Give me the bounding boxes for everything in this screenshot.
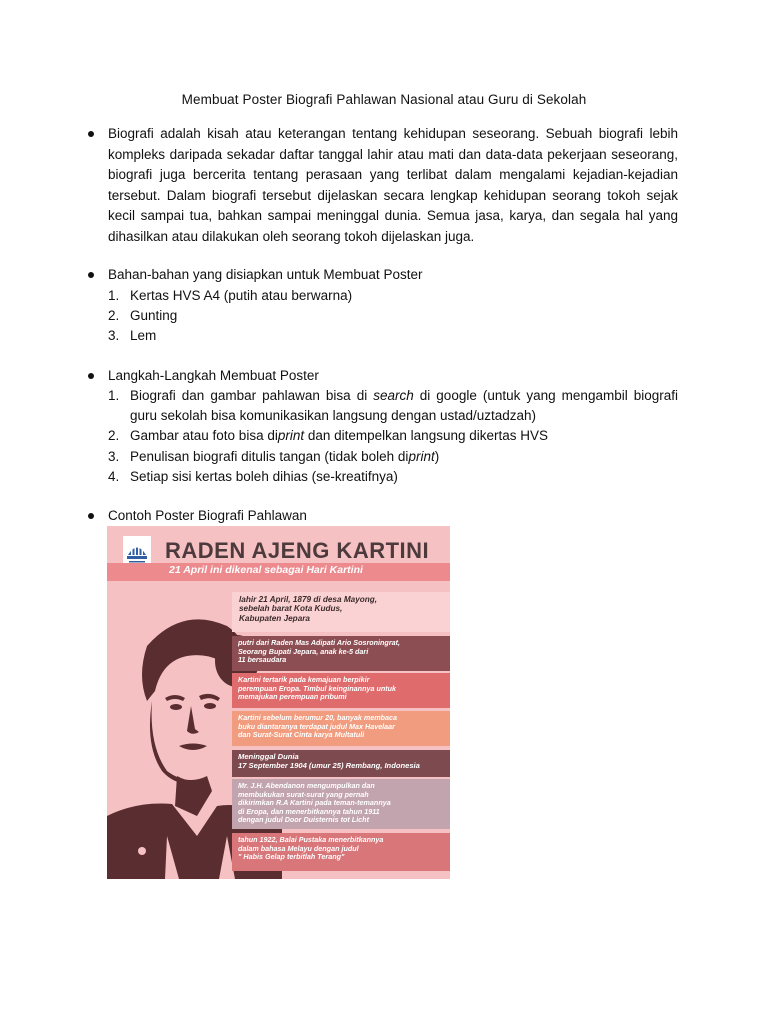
- list-item: [108, 467, 678, 487]
- panel-line: perempuan Eropa. Timbul keinginannya untuk: [238, 684, 397, 693]
- panel-line: lahir 21 April, 1879 di desa Mayong,: [239, 595, 378, 604]
- list-number: 2.: [108, 308, 120, 324]
- page-title: Membuat Poster Biografi Pahlawan Nasional atau Guru di Sekolah: [181, 92, 587, 107]
- panel-line: sebelah barat Kota Kudus,: [239, 604, 343, 614]
- materials-heading: Bahan-bahan yang disiapkan untuk Membuat Poster: [108, 267, 423, 282]
- panel-line: " Habis Gelap terbitlah Terang": [238, 853, 345, 862]
- panel-line: Meninggal Dunia: [238, 753, 299, 761]
- panel-line: buku diantaranya terdapat judul Max Havelaar: [238, 722, 395, 731]
- text-span: dan ditempelkan langsung dikertas HVS: [304, 428, 549, 444]
- bullet-icon: [88, 131, 94, 137]
- text-span: Setiap sisi kertas boleh dihias (se-kreatifnya): [130, 468, 398, 484]
- list-item: [108, 306, 678, 326]
- poster-title: RADEN AJENG KARTINI: [165, 538, 430, 563]
- panel-line: membukukan surat-surat yang pernah: [238, 790, 369, 799]
- list-item: [108, 386, 678, 426]
- poster-panel-4: [232, 711, 450, 746]
- panel-line: dan Surat-Surat Cinta karya Multatuli: [238, 731, 365, 740]
- panel-line: 17 September 1904 (umur 25) Rembang, Indonesia: [238, 761, 420, 770]
- text-span: Kertas HVS A4 (putih atau berwarna): [130, 288, 353, 303]
- panel-line: dengan judul Door Duisternis tot Licht: [238, 816, 369, 825]
- text-span: ): [434, 448, 440, 464]
- materials-bullet: [88, 265, 678, 286]
- list-item: [108, 447, 678, 467]
- example-bullet: [88, 506, 678, 527]
- panel-line: dikirimkan R.A Kartini pada teman-temannya: [238, 799, 391, 808]
- list-text: [130, 467, 678, 487]
- panel-line: Kartini tertarik pada kemajuan berpikir: [238, 676, 370, 684]
- list-item: [108, 286, 678, 306]
- emphasis-text: print: [408, 448, 435, 464]
- steps-bullet: [88, 366, 678, 387]
- bullet-icon: [88, 513, 94, 519]
- panel-line: Mr. J.H. Abendanon mengumpulkan dan: [238, 782, 375, 790]
- list-text: [130, 326, 678, 346]
- poster-panel-7: [232, 833, 450, 871]
- list-number: 1.: [108, 288, 120, 303]
- poster-panel-3: [232, 673, 450, 708]
- panel-line: putri dari Raden Mas Adipati Ario Sosroningrat,: [238, 639, 400, 647]
- panel-line: dalam bahasa Melayu dengan judul: [238, 844, 359, 853]
- list-number: 2.: [108, 428, 120, 444]
- poster-subtitle: 21 April ini dikenal sebagai Hari Kartini: [169, 564, 363, 576]
- list-item: [108, 426, 678, 446]
- materials-list: [108, 286, 678, 347]
- list-number: 4.: [108, 468, 120, 484]
- intro-bullet: [88, 124, 678, 248]
- text-span: Gambar atau foto bisa di: [130, 428, 278, 444]
- text-span: Penulisan biografi ditulis tangan (tidak boleh di: [130, 448, 409, 464]
- library-logo: [123, 536, 151, 566]
- steps-list: [108, 386, 678, 487]
- poster-panel-6: [232, 779, 450, 829]
- steps-heading: Langkah-Langkah Membuat Poster: [108, 368, 319, 383]
- poster-panel-5: [232, 750, 450, 777]
- kartini-poster: [107, 526, 450, 879]
- panel-line: Kartini sebelum berumur 20, banyak membaca: [238, 714, 397, 722]
- dome-icon: [123, 536, 151, 566]
- text-span: Lem: [130, 328, 157, 344]
- list-text: [130, 386, 678, 426]
- panel-line: tahun 1922, Balai Pustaka menerbitkannya: [238, 836, 384, 844]
- panel-line: Seorang Bupati Jepara, anak ke-5 dari: [238, 647, 369, 656]
- emphasis-text: print: [277, 428, 305, 444]
- list-item: [108, 326, 678, 346]
- panel-line: Kabupaten Jepara: [239, 613, 310, 623]
- list-number: 1.: [108, 388, 120, 403]
- emphasis-text: search: [373, 388, 414, 403]
- poster-panel-2: [232, 636, 450, 671]
- bullet-icon: [88, 373, 94, 379]
- list-number: 3.: [108, 448, 120, 464]
- intro-paragraph: Biografi adalah kisah atau keterangan tentang kehidupan seseorang. Sebuah biografi lebih kompleks daripada sekadar daftar tanggal lahir atau mati dan data-data pekerjaan seseorang, biografi juga bercerita tentang perasaan yang terlibat dalam mengalami kejadian-kejadian tersebut. Dalam biografi tersebut dijelaskan secara lengkap kehidupan seorang tokoh sejak kecil sampai tua, bahkan sampai meninggal dunia. Semua jasa, karya, dan segala hal yang dihasilkan atau dilakukan oleh seorang tokoh dijelaskan juga.: [108, 126, 678, 244]
- text-span: Gunting: [130, 308, 178, 324]
- example-heading: Contoh Poster Biografi Pahlawan: [108, 508, 307, 523]
- list-number: 3.: [108, 328, 120, 344]
- panel-line: memajukan perempuan pribumi: [238, 693, 347, 702]
- bullet-icon: [88, 272, 94, 278]
- text-span: di google (untuk yang mengambil biografi guru sekolah bisa komunikasikan langsung dengan ustad/uztadzah): [130, 388, 678, 424]
- list-text: [130, 286, 678, 306]
- poster-panel-1: [232, 592, 450, 632]
- list-text: [130, 447, 678, 467]
- panel-line: 11 bersaudara: [238, 656, 287, 665]
- panel-line: di Eropa, dan menerbitkannya tahun 1911: [238, 807, 380, 816]
- text-span: Biografi dan gambar pahlawan bisa di: [130, 388, 374, 403]
- list-text: [130, 306, 678, 326]
- list-text: [130, 426, 678, 446]
